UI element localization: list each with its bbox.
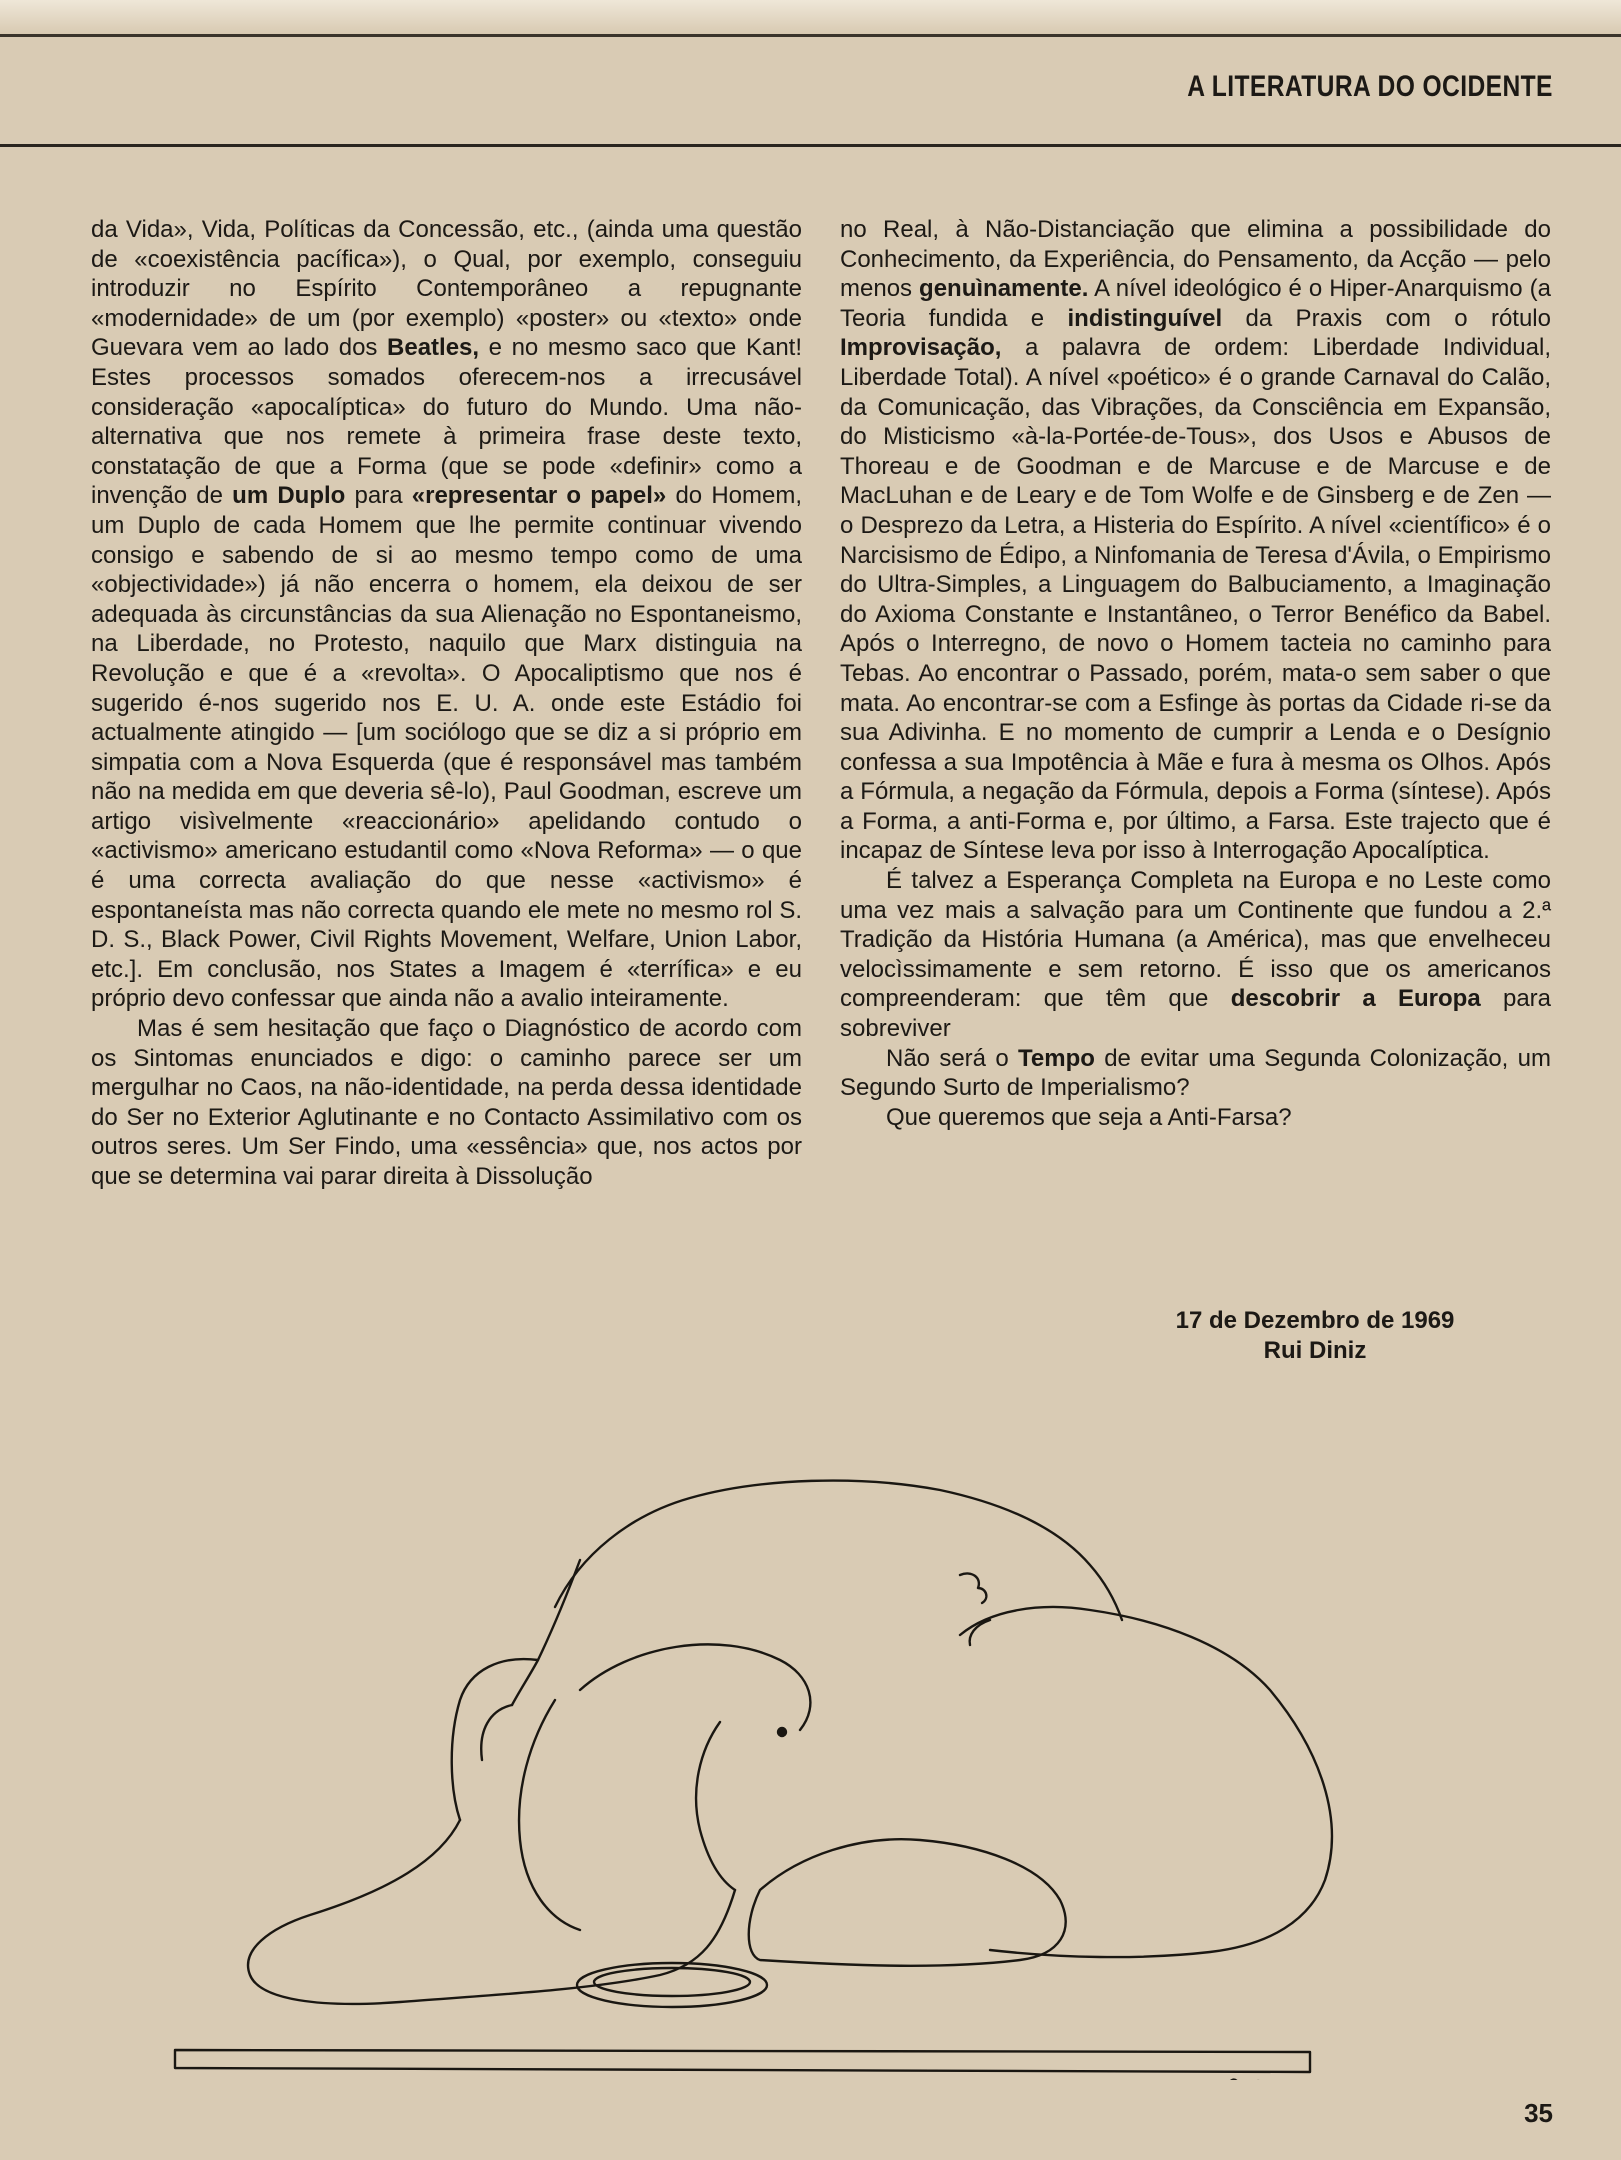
top-rule <box>0 34 1621 37</box>
signoff-date: 17 de Dezembro de 1969 <box>1175 1307 1455 1334</box>
drawing-stroke <box>555 1481 1122 1620</box>
page-number: 35 <box>1524 2098 1553 2128</box>
text-run: É talvez a Esperança Completa na Europa e no Leste como uma vez mais a salvação para um Continente que fundou a 2.ª Tradição da História Humana (a América), mas que envelheceu velocìssimamente e sem retorno. É isso que os americanos compreenderam: que têm que <box>840 867 1551 1013</box>
right-paragraph-4: Que queremos que seja a Anti-Farsa? <box>886 1103 1292 1131</box>
drawing-stroke <box>248 1820 735 2004</box>
article-left-column <box>91 215 802 1192</box>
page-top-edge <box>0 0 1621 34</box>
bold-run: indistinguível <box>1067 304 1223 332</box>
text-run: e no mesmo saco que Kant! Estes processos somados oferecem-nos a irrecusável consideração «apocalíptica» do futuro do Mundo. Uma não-alternativa que nos remete à primeira frase deste texto, constatação de que a Forma (que se pode «definir» como a invenção de <box>91 334 802 510</box>
text-run: de evitar uma Segunda Colonização, um Segundo Surto de Imperialismo? <box>840 1044 1551 1102</box>
drawing-plank <box>175 2049 1310 2072</box>
drawing-stroke <box>960 1573 986 1603</box>
right-paragraph-2 <box>840 866 1551 1044</box>
drawing-stroke <box>696 1722 735 1890</box>
artist-signature-scribble <box>1200 2079 1325 2080</box>
article-right-column <box>840 215 1551 1132</box>
text-run: Não será o <box>886 1044 1018 1072</box>
left-paragraph-2: Mas é sem hesitação que faço o Diagnóstico de acordo com os Sintomas enunciados e digo: o caminho parece ser um mergulhar no Caos, na não-identidade, na perda dessa identidade do Ser no Exterior Aglutinante e no Contacto Assimilativo com os outros seres. Um Ser Findo, uma «essência» que, nos actos por que se determina vai parar direita à Dissolução <box>91 1015 802 1190</box>
drawing-stroke <box>580 1644 810 1730</box>
line-drawing-illustration <box>160 1460 1460 2080</box>
right-paragraph-3 <box>840 1044 1551 1103</box>
bold-run: descobrir a Europa <box>1230 985 1481 1013</box>
text-run: A nível ideológico é o Hiper-Anarquismo (a Teoria fundida e <box>840 275 1551 332</box>
text-run: para sobreviver <box>840 985 1551 1043</box>
bold-run: um Duplo <box>232 482 346 510</box>
bold-run: genuìnamente. <box>919 275 1089 303</box>
right-paragraph-1 <box>840 215 1551 866</box>
left-paragraph-1 <box>91 215 802 1014</box>
bold-run: «representar o papel» <box>411 482 667 510</box>
drawing-stroke <box>519 1700 580 1930</box>
signoff-author: Rui Diniz <box>1263 1337 1367 1364</box>
drawing-stroke <box>960 1607 1332 1957</box>
bold-run: Tempo <box>1018 1044 1095 1072</box>
text-run: da Praxis com o rótulo <box>1222 304 1551 332</box>
drawing-stroke <box>970 1620 990 1645</box>
drawing-eye <box>778 1728 786 1736</box>
running-title: A LITERATURA DO OCIDENTE <box>1187 70 1553 103</box>
header-rule <box>0 144 1621 147</box>
text-run: a palavra de ordem: Liberdade Individual, Liberdade Total). A nível «poético» é o grande Carnaval do Calão, da Comunicação, das Vibrações, da Consciência em Expansão, do Misticismo «à-la-Portée-de-Tous», dos Usos e Abusos de Thoreau e de Goodman e de Marcuse e de Marcuse e de MacLuhan e de Leary e de Tom Wolfe e de Ginsberg e de Zen — o Desprezo da Letra, a Histeria do Espírito. A nível «científico» é o Narcisismo de Édipo, a Ninfomania de Teresa d'Ávila, o Empirismo do Ultra-Simples, a Linguagem do Balbuciamento, a Imaginação do Axioma Constante e Instantâneo, o Terror Benéfico da Babel. Após o Interregno, de novo o Homem tacteia no caminho para Tebas. Ao encontrar o Passado, porém, mata-o sem saber o que mata. Ao encontrar-se com a Esfinge às portas da Cidade ri-se da sua Adivinha. E no momento de cumprir a Lenda e o Desígnio confessa a sua Impotência à Mãe e fura à mesma os Olhos. Após a Fórmula, a negação da Fórmula, depois a Forma (síntese). Após a Forma, a anti-Forma e, por último, a Farsa. Este trajecto que é incapaz de Síntese leva por isso à Interrogação Apocalíptica. <box>840 334 1551 865</box>
text-run: do Homem, um Duplo de cada Homem que lhe permite continuar vivendo consigo e sabendo de si ao mesmo tempo como de uma «objectividade») já não encerra o homem, ela deixou de ser adequada às circunstâncias da sua Alienação no Espontaneismo, na Liberdade, no Protesto, naquilo que Marx distinguia na Revolução e que é a «revolta». O Apocaliptismo que nos é sugerido é-nos sugerido nos E. U. A. onde este Estádio foi actualmente atingido — [um sociólogo que se diz a si próprio em simpatia com a Nova Esquerda (que é responsável mas também não na medida em que deveria sê-lo), Paul Goodman, escreve um artigo visìvelmente «reaccionário» apelidando contudo o «activismo» americano estudantil como «Nova Reforma» — o que é uma correcta avaliação do que nesse «activismo» é espontaneísta mas não correcta quando ele mete no mesmo rol S. D. S., Black Power, Civil Rights Movement, Welfare, Union Labor, etc.]. Em conclusão, nos States a Imagem é «terrífica» e eu próprio devo confessar que ainda não a avalio inteiramente. <box>91 482 803 1013</box>
bold-run: Beatles, <box>387 334 480 362</box>
drawing-stroke <box>481 1705 512 1760</box>
text-run: para <box>345 482 412 510</box>
article-signoff <box>1090 1306 1540 1366</box>
text-run: no Real, à Não-Distanciação que elimina a possibilidade do Conhecimento, da Experiência, do Pensamento, da Acção — pelo menos <box>840 216 1551 303</box>
drawing-stroke <box>749 1839 1066 1966</box>
text-run: da Vida», Vida, Políticas da Concessão, etc., (ainda uma questão de «coexistência pacífica»), o Qual, por exemplo, conseguiu introduzir no Espírito Contemporâneo a repugnante «modernidade» de um (por exemplo) «poster» ou «texto» onde Guevara vem ao lado dos <box>91 216 802 362</box>
bold-run: Improvisação, <box>840 334 1002 362</box>
